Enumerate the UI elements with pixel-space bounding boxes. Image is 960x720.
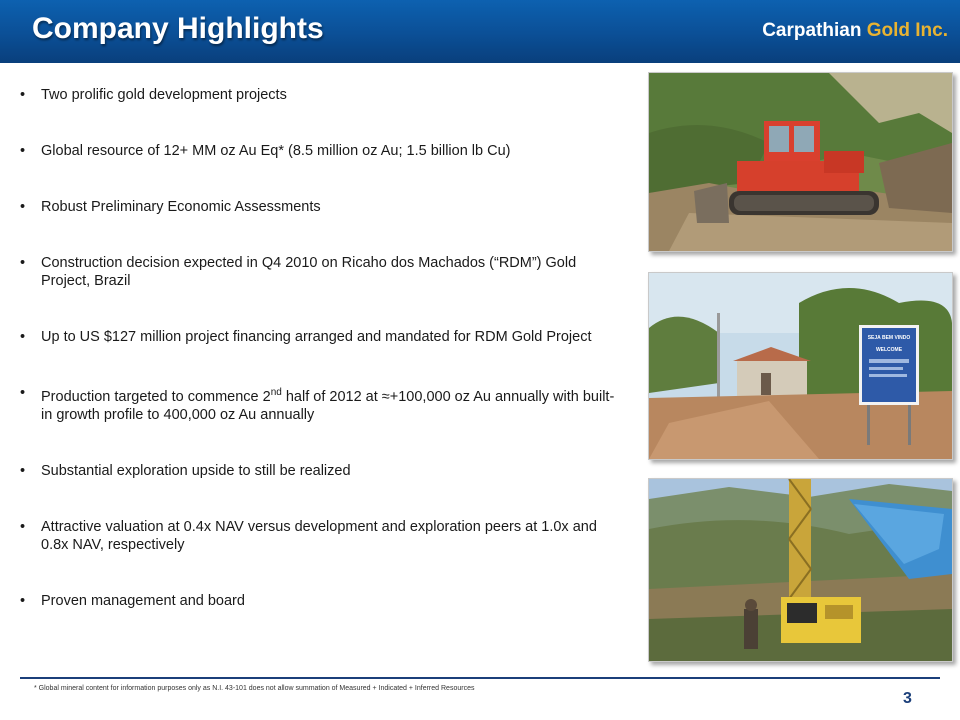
bullet-item: • Attractive valuation at 0.4x NAV versus development and exploration peers at 1.0x and 0.8x NAV, respectively <box>20 518 620 554</box>
bullet-item: • Robust Preliminary Economic Assessments <box>20 198 620 216</box>
header-bar <box>0 0 960 63</box>
bullet-item: • Up to US $127 million project financing arranged and mandated for RDM Gold Project <box>20 328 620 346</box>
bullet-item: • Global resource of 12+ MM oz Au Eq* (8.5 million oz Au; 1.5 billion lb Cu) <box>20 142 620 160</box>
bullet-item: • Proven management and board <box>20 592 620 610</box>
sign-text-line1: SEJA BEM VINDO <box>867 335 911 341</box>
bullet-item: • Production targeted to commence 2nd half of 2012 at ≈+100,000 oz Au annually with built-in growth profile to 400,000 oz Au annually <box>20 384 620 424</box>
sign-text-line2: WELCOME <box>875 347 903 353</box>
bulldozer-photo <box>648 72 953 252</box>
bullet-item: • Substantial exploration upside to still be realized <box>20 462 620 480</box>
brand-name-part2: Gold Inc. <box>866 20 948 41</box>
company-logo <box>762 20 948 42</box>
bullet-item: • Two prolific gold development projects <box>20 86 620 104</box>
brand-name-part1: Carpathian <box>762 20 862 41</box>
highlights-list <box>20 86 620 610</box>
drill-rig-photo <box>648 478 953 662</box>
slide-title: Company Highlights <box>32 12 324 45</box>
footer-rule <box>20 677 940 679</box>
footnote: * Global mineral content for information purposes only as N.I. 43-101 does not allow summation of Measured + Indicated + Inferred Resources <box>34 685 475 692</box>
page-number: 3 <box>903 690 912 707</box>
site-entrance-photo <box>648 272 953 460</box>
bullet-item: • Construction decision expected in Q4 2010 on Ricaho dos Machados (“RDM”) Gold Project, Brazil <box>20 254 620 290</box>
